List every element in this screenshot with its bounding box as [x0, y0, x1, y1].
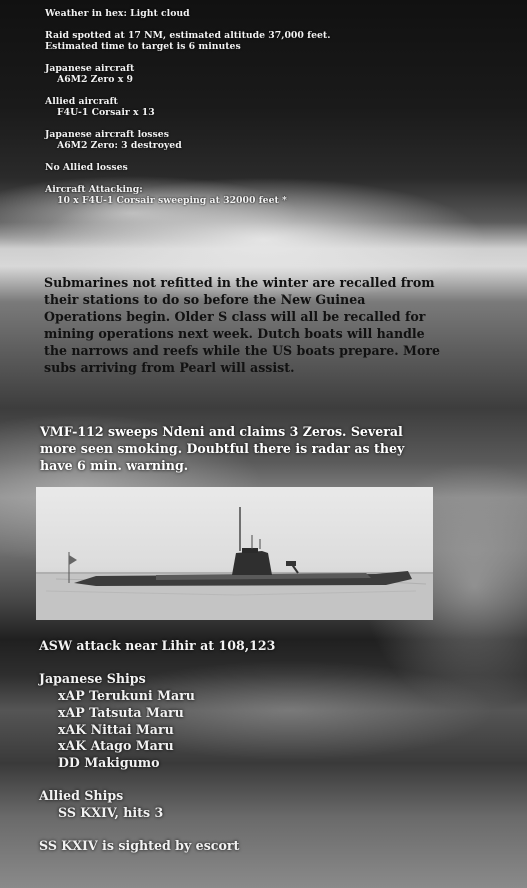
- japanese-ship-item: DD Makigumo: [58, 754, 160, 770]
- attacking-heading: Aircraft Attacking:: [45, 184, 143, 195]
- japanese-aircraft-entry: A6M2 Zero x 9: [57, 74, 133, 85]
- japanese-ships-heading: Japanese Ships: [39, 671, 146, 687]
- raid-line-1: Raid spotted at 17 NM, estimated altitude 37,000 feet.: [45, 30, 331, 41]
- weather-line: Weather in hex: Light cloud: [45, 8, 190, 19]
- asw-title: ASW attack near Lihir at 108,123: [39, 638, 276, 653]
- allied-aircraft-heading: Allied aircraft: [45, 96, 118, 107]
- raid-line-2: Estimated time to target is 6 minutes: [45, 41, 241, 52]
- asw-report: [39, 638, 489, 855]
- attacking-entry: 10 x F4U-1 Corsair sweeping at 32000 feet *: [57, 195, 287, 206]
- sighted-line: SS KXIV is sighted by escort: [39, 838, 240, 854]
- submarine-photo: [36, 487, 433, 620]
- submarine-illustration: [36, 487, 433, 620]
- japanese-losses-heading: Japanese aircraft losses: [45, 129, 169, 140]
- japanese-ship-item: xAK Atago Maru: [58, 738, 174, 754]
- japanese-losses-entry: A6M2 Zero: 3 destroyed: [57, 140, 182, 151]
- allied-ships-heading: Allied Ships: [39, 788, 124, 804]
- allied-ship-item: SS KXIV, hits 3: [58, 805, 164, 820]
- combat-report: [45, 8, 505, 206]
- allied-losses-line: No Allied losses: [45, 162, 128, 173]
- japanese-aircraft-heading: Japanese aircraft: [45, 63, 135, 74]
- japanese-ship-item: xAP Terukuni Maru: [58, 688, 195, 704]
- submarine-note: Submarines not refitted in the winter are recalled from their stations to do so before the New Guinea Operations begin. Older S class will all be recalled for mining operations next week. Dutch boats will handle the narrows and reefs while the US boats prepare. More subs arriving from Pearl will assist.: [44, 275, 441, 375]
- vmf-note: VMF-112 sweeps Ndeni and claims 3 Zeros. Several more seen smoking. Doubtful there is radar as they have 6 min. warning.: [40, 424, 405, 473]
- japanese-ship-item: xAK Nittai Maru: [58, 721, 174, 737]
- allied-aircraft-entry: F4U-1 Corsair x 13: [57, 107, 155, 118]
- japanese-ship-item: xAP Tatsuta Maru: [58, 704, 184, 720]
